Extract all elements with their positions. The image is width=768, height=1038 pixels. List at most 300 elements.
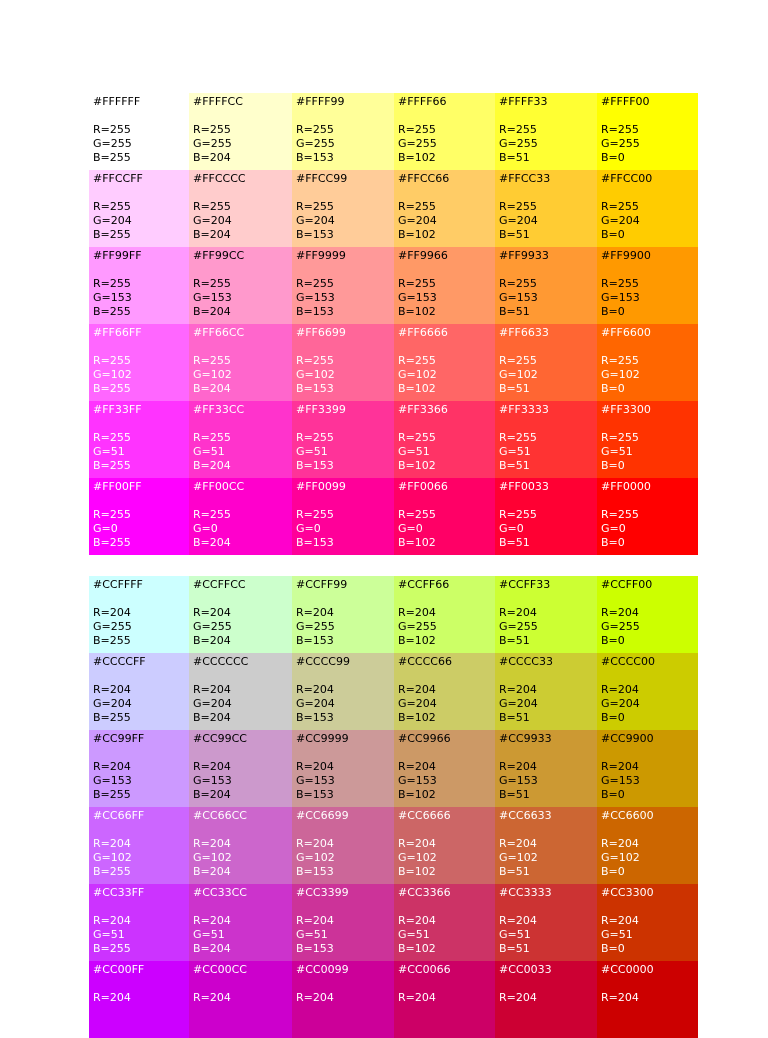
color-swatch	[495, 653, 597, 730]
r-value: R=255	[601, 354, 639, 367]
b-value: B=153	[296, 711, 334, 724]
hex-code: #FF0033	[499, 480, 549, 493]
g-value: G=204	[193, 697, 232, 710]
color-swatch	[189, 324, 292, 401]
b-value: B=204	[193, 459, 231, 472]
color-swatch	[89, 576, 189, 653]
b-value: B=102	[398, 305, 436, 318]
hex-code: #CC99FF	[93, 732, 145, 745]
hex-code: #CC66FF	[93, 809, 145, 822]
b-value: B=255	[93, 536, 131, 549]
g-value: G=51	[398, 928, 430, 941]
r-value: R=204	[499, 991, 537, 1004]
r-value: R=255	[193, 354, 231, 367]
color-swatch	[597, 807, 698, 884]
hex-code: #FF99FF	[93, 249, 142, 262]
hex-code: #FF3300	[601, 403, 651, 416]
g-value: G=255	[398, 620, 437, 633]
hex-code: #CCCCCC	[193, 655, 249, 668]
r-value: R=255	[193, 200, 231, 213]
g-value: G=0	[499, 522, 524, 535]
g-value: G=0	[193, 522, 218, 535]
color-swatch	[597, 247, 698, 324]
color-swatch	[292, 884, 394, 961]
r-value: R=255	[499, 277, 537, 290]
r-value: R=255	[296, 508, 334, 521]
color-swatch	[189, 247, 292, 324]
hex-code: #FFCC00	[601, 172, 653, 185]
hex-code: #CC0000	[601, 963, 654, 976]
b-value: B=0	[601, 711, 625, 724]
swatch-grid	[89, 93, 698, 555]
b-value: B=153	[296, 942, 334, 955]
color-swatch	[597, 576, 698, 653]
hex-code: #FF6666	[398, 326, 448, 339]
b-value: B=153	[296, 305, 334, 318]
hex-code: #CC3300	[601, 886, 654, 899]
g-value: G=204	[398, 697, 437, 710]
r-value: R=255	[193, 431, 231, 444]
b-value: B=51	[499, 228, 530, 241]
color-swatch	[292, 576, 394, 653]
r-value: R=255	[398, 123, 436, 136]
color-swatch	[597, 324, 698, 401]
g-value: G=51	[296, 928, 328, 941]
hex-code: #CCCC66	[398, 655, 452, 668]
hex-code: #CCCC99	[296, 655, 350, 668]
b-value: B=0	[601, 634, 625, 647]
b-value: B=255	[93, 228, 131, 241]
color-swatch	[292, 247, 394, 324]
color-swatch	[189, 478, 292, 555]
g-value: G=255	[601, 137, 640, 150]
r-value: R=204	[296, 837, 334, 850]
color-swatch	[189, 170, 292, 247]
b-value: B=102	[398, 788, 436, 801]
g-value: G=204	[296, 697, 335, 710]
r-value: R=204	[93, 606, 131, 619]
g-value: G=153	[193, 774, 232, 787]
b-value: B=204	[193, 634, 231, 647]
b-value: B=153	[296, 382, 334, 395]
r-value: R=204	[296, 683, 334, 696]
color-swatch	[292, 653, 394, 730]
b-value: B=255	[93, 459, 131, 472]
color-swatch	[597, 961, 698, 1038]
b-value: B=51	[499, 788, 530, 801]
r-value: R=204	[499, 683, 537, 696]
color-chart	[89, 93, 698, 1038]
color-swatch	[495, 93, 597, 170]
g-value: G=51	[499, 445, 531, 458]
r-value: R=204	[193, 760, 231, 773]
r-value: R=204	[193, 606, 231, 619]
r-value: R=204	[398, 683, 436, 696]
color-swatch	[189, 730, 292, 807]
r-value: R=255	[193, 508, 231, 521]
hex-code: #FF00CC	[193, 480, 245, 493]
color-swatch	[394, 576, 495, 653]
b-value: B=255	[93, 634, 131, 647]
color-swatch	[292, 961, 394, 1038]
color-swatch	[597, 93, 698, 170]
hex-code: #CCFF99	[296, 578, 348, 591]
hex-code: #FF3399	[296, 403, 346, 416]
color-swatch	[292, 478, 394, 555]
b-value: B=51	[499, 711, 530, 724]
b-value: B=102	[398, 382, 436, 395]
g-value: G=51	[398, 445, 430, 458]
b-value: B=51	[499, 382, 530, 395]
g-value: G=51	[93, 928, 125, 941]
r-value: R=255	[499, 123, 537, 136]
b-value: B=255	[93, 305, 131, 318]
hex-code: #FFFF99	[296, 95, 345, 108]
g-value: G=102	[499, 368, 538, 381]
b-value: B=51	[499, 634, 530, 647]
hex-code: #FF00FF	[93, 480, 142, 493]
g-value: G=153	[93, 774, 132, 787]
r-value: R=255	[93, 200, 131, 213]
hex-code: #FFCC66	[398, 172, 450, 185]
hex-code: #FF3366	[398, 403, 448, 416]
g-value: G=204	[601, 697, 640, 710]
color-swatch	[189, 576, 292, 653]
b-value: B=0	[601, 942, 625, 955]
hex-code: #FFFFCC	[193, 95, 243, 108]
color-swatch	[394, 93, 495, 170]
hex-code: #CC6600	[601, 809, 654, 822]
color-swatch	[394, 401, 495, 478]
b-value: B=51	[499, 305, 530, 318]
hex-code: #CC9999	[296, 732, 349, 745]
color-swatch	[394, 884, 495, 961]
b-value: B=102	[398, 228, 436, 241]
hex-code: #FFFFFF	[93, 95, 141, 108]
color-swatch	[89, 961, 189, 1038]
hex-code: #CCFF66	[398, 578, 450, 591]
b-value: B=102	[398, 536, 436, 549]
b-value: B=51	[499, 865, 530, 878]
color-swatch	[495, 576, 597, 653]
b-value: B=153	[296, 228, 334, 241]
b-value: B=153	[296, 788, 334, 801]
b-value: B=51	[499, 151, 530, 164]
color-swatch	[495, 807, 597, 884]
g-value: G=255	[193, 137, 232, 150]
b-value: B=153	[296, 865, 334, 878]
hex-code: #CCCC00	[601, 655, 655, 668]
b-value: B=0	[601, 305, 625, 318]
r-value: R=204	[93, 683, 131, 696]
color-swatch	[89, 401, 189, 478]
g-value: G=51	[601, 928, 633, 941]
g-value: G=0	[398, 522, 423, 535]
g-value: G=255	[193, 620, 232, 633]
g-value: G=102	[601, 851, 640, 864]
color-swatch	[597, 730, 698, 807]
hex-code: #FFCCFF	[93, 172, 143, 185]
hex-code: #CC9900	[601, 732, 654, 745]
hex-code: #FF33FF	[93, 403, 142, 416]
r-value: R=204	[193, 914, 231, 927]
color-swatch	[189, 401, 292, 478]
color-swatch	[89, 730, 189, 807]
b-value: B=51	[499, 459, 530, 472]
color-swatch	[394, 653, 495, 730]
b-value: B=102	[398, 151, 436, 164]
color-swatch	[394, 478, 495, 555]
b-value: B=51	[499, 536, 530, 549]
r-value: R=204	[499, 606, 537, 619]
swatch-grid	[89, 576, 698, 1038]
r-value: R=204	[499, 837, 537, 850]
hex-code: #FF9900	[601, 249, 651, 262]
color-swatch	[394, 730, 495, 807]
r-value: R=255	[398, 277, 436, 290]
r-value: R=255	[398, 508, 436, 521]
r-value: R=204	[93, 760, 131, 773]
r-value: R=204	[398, 914, 436, 927]
r-value: R=204	[93, 991, 131, 1004]
color-swatch	[394, 324, 495, 401]
g-value: G=255	[398, 137, 437, 150]
hex-code: #CC6633	[499, 809, 552, 822]
hex-code: #CCCC33	[499, 655, 553, 668]
hex-code: #FFFF66	[398, 95, 447, 108]
g-value: G=153	[93, 291, 132, 304]
g-value: G=153	[601, 774, 640, 787]
color-swatch	[89, 247, 189, 324]
g-value: G=102	[193, 368, 232, 381]
r-value: R=204	[601, 914, 639, 927]
color-swatch	[89, 478, 189, 555]
b-value: B=102	[398, 942, 436, 955]
g-value: G=102	[193, 851, 232, 864]
r-value: R=204	[93, 837, 131, 850]
b-value: B=102	[398, 865, 436, 878]
hex-code: #CC3333	[499, 886, 552, 899]
r-value: R=255	[93, 508, 131, 521]
hex-code: #CC6699	[296, 809, 349, 822]
r-value: R=204	[601, 991, 639, 1004]
hex-code: #FF0000	[601, 480, 651, 493]
color-swatch	[292, 170, 394, 247]
b-value: B=153	[296, 536, 334, 549]
color-swatch	[495, 401, 597, 478]
g-value: G=102	[601, 368, 640, 381]
r-value: R=255	[193, 123, 231, 136]
g-value: G=153	[398, 774, 437, 787]
g-value: G=153	[296, 774, 335, 787]
r-value: R=255	[93, 431, 131, 444]
g-value: G=204	[93, 697, 132, 710]
g-value: G=255	[296, 137, 335, 150]
r-value: R=255	[499, 431, 537, 444]
g-value: G=51	[601, 445, 633, 458]
r-value: R=204	[193, 991, 231, 1004]
color-swatch	[292, 730, 394, 807]
hex-code: #CC99CC	[193, 732, 247, 745]
g-value: G=0	[93, 522, 118, 535]
b-value: B=255	[93, 711, 131, 724]
hex-code: #CCFF00	[601, 578, 653, 591]
r-value: R=255	[499, 200, 537, 213]
g-value: G=204	[296, 214, 335, 227]
g-value: G=153	[499, 774, 538, 787]
r-value: R=255	[296, 431, 334, 444]
g-value: G=255	[296, 620, 335, 633]
color-swatch	[495, 324, 597, 401]
g-value: G=51	[93, 445, 125, 458]
color-swatch	[394, 807, 495, 884]
b-value: B=255	[93, 865, 131, 878]
hex-code: #CCFF33	[499, 578, 551, 591]
r-value: R=204	[499, 760, 537, 773]
color-swatch	[89, 653, 189, 730]
hex-code: #FF6600	[601, 326, 651, 339]
g-value: G=204	[398, 214, 437, 227]
hex-code: #CC9933	[499, 732, 552, 745]
color-swatch	[89, 807, 189, 884]
color-swatch	[89, 324, 189, 401]
g-value: G=0	[296, 522, 321, 535]
hex-code: #CC0033	[499, 963, 552, 976]
b-value: B=255	[93, 942, 131, 955]
r-value: R=204	[193, 683, 231, 696]
g-value: G=204	[93, 214, 132, 227]
r-value: R=255	[499, 508, 537, 521]
b-value: B=204	[193, 228, 231, 241]
g-value: G=102	[93, 851, 132, 864]
b-value: B=255	[93, 788, 131, 801]
hex-code: #FF99CC	[193, 249, 245, 262]
b-value: B=0	[601, 228, 625, 241]
hex-code: #CC33FF	[93, 886, 145, 899]
r-value: R=204	[296, 991, 334, 1004]
hex-code: #CC33CC	[193, 886, 247, 899]
hex-code: #FF0099	[296, 480, 346, 493]
hex-code: #FF6699	[296, 326, 346, 339]
color-swatch	[292, 401, 394, 478]
g-value: G=255	[93, 137, 132, 150]
r-value: R=255	[193, 277, 231, 290]
hex-code: #FFFF00	[601, 95, 650, 108]
b-value: B=0	[601, 536, 625, 549]
r-value: R=255	[296, 277, 334, 290]
r-value: R=204	[296, 760, 334, 773]
hex-code: #FF3333	[499, 403, 549, 416]
color-swatch	[495, 884, 597, 961]
hex-code: #CC3399	[296, 886, 349, 899]
color-swatch	[495, 961, 597, 1038]
b-value: B=204	[193, 711, 231, 724]
hex-code: #CC0066	[398, 963, 451, 976]
hex-code: #CC00CC	[193, 963, 247, 976]
r-value: R=204	[601, 837, 639, 850]
color-swatch	[597, 653, 698, 730]
hex-code: #FFCC99	[296, 172, 348, 185]
r-value: R=255	[93, 277, 131, 290]
hex-code: #CC66CC	[193, 809, 247, 822]
g-value: G=102	[296, 368, 335, 381]
hex-code: #FF33CC	[193, 403, 245, 416]
g-value: G=255	[601, 620, 640, 633]
r-value: R=204	[93, 914, 131, 927]
g-value: G=255	[93, 620, 132, 633]
color-swatch	[189, 93, 292, 170]
color-swatch	[495, 478, 597, 555]
g-value: G=204	[193, 214, 232, 227]
color-swatch	[597, 170, 698, 247]
r-value: R=255	[93, 354, 131, 367]
g-value: G=51	[193, 445, 225, 458]
g-value: G=153	[601, 291, 640, 304]
color-swatch	[189, 653, 292, 730]
hex-code: #FF66FF	[93, 326, 142, 339]
g-value: G=51	[296, 445, 328, 458]
color-swatch	[394, 170, 495, 247]
color-swatch	[89, 93, 189, 170]
r-value: R=255	[601, 200, 639, 213]
b-value: B=204	[193, 942, 231, 955]
b-value: B=204	[193, 536, 231, 549]
color-swatch	[495, 247, 597, 324]
b-value: B=102	[398, 711, 436, 724]
r-value: R=255	[296, 123, 334, 136]
g-value: G=153	[398, 291, 437, 304]
b-value: B=204	[193, 151, 231, 164]
r-value: R=255	[601, 508, 639, 521]
g-value: G=102	[398, 851, 437, 864]
b-value: B=204	[193, 788, 231, 801]
b-value: B=0	[601, 151, 625, 164]
color-swatch	[292, 807, 394, 884]
g-value: G=102	[296, 851, 335, 864]
g-value: G=153	[499, 291, 538, 304]
b-value: B=102	[398, 634, 436, 647]
b-value: B=204	[193, 865, 231, 878]
hex-code: #CCFFFF	[93, 578, 143, 591]
r-value: R=204	[499, 914, 537, 927]
color-swatch	[394, 961, 495, 1038]
b-value: B=153	[296, 634, 334, 647]
b-value: B=255	[93, 382, 131, 395]
r-value: R=255	[601, 431, 639, 444]
r-value: R=255	[398, 431, 436, 444]
color-swatch	[89, 884, 189, 961]
color-swatch	[292, 324, 394, 401]
color-swatch	[394, 247, 495, 324]
g-value: G=153	[193, 291, 232, 304]
r-value: R=204	[398, 760, 436, 773]
g-value: G=255	[499, 137, 538, 150]
b-value: B=255	[93, 151, 131, 164]
b-value: B=204	[193, 305, 231, 318]
hex-code: #CC6666	[398, 809, 451, 822]
b-value: B=102	[398, 459, 436, 472]
g-value: G=204	[499, 697, 538, 710]
g-value: G=255	[499, 620, 538, 633]
r-value: R=255	[398, 200, 436, 213]
color-swatch	[597, 884, 698, 961]
r-value: R=204	[296, 914, 334, 927]
hex-code: #CCCCFF	[93, 655, 146, 668]
hex-code: #CC3366	[398, 886, 451, 899]
r-value: R=255	[499, 354, 537, 367]
g-value: G=0	[601, 522, 626, 535]
r-value: R=204	[398, 991, 436, 1004]
